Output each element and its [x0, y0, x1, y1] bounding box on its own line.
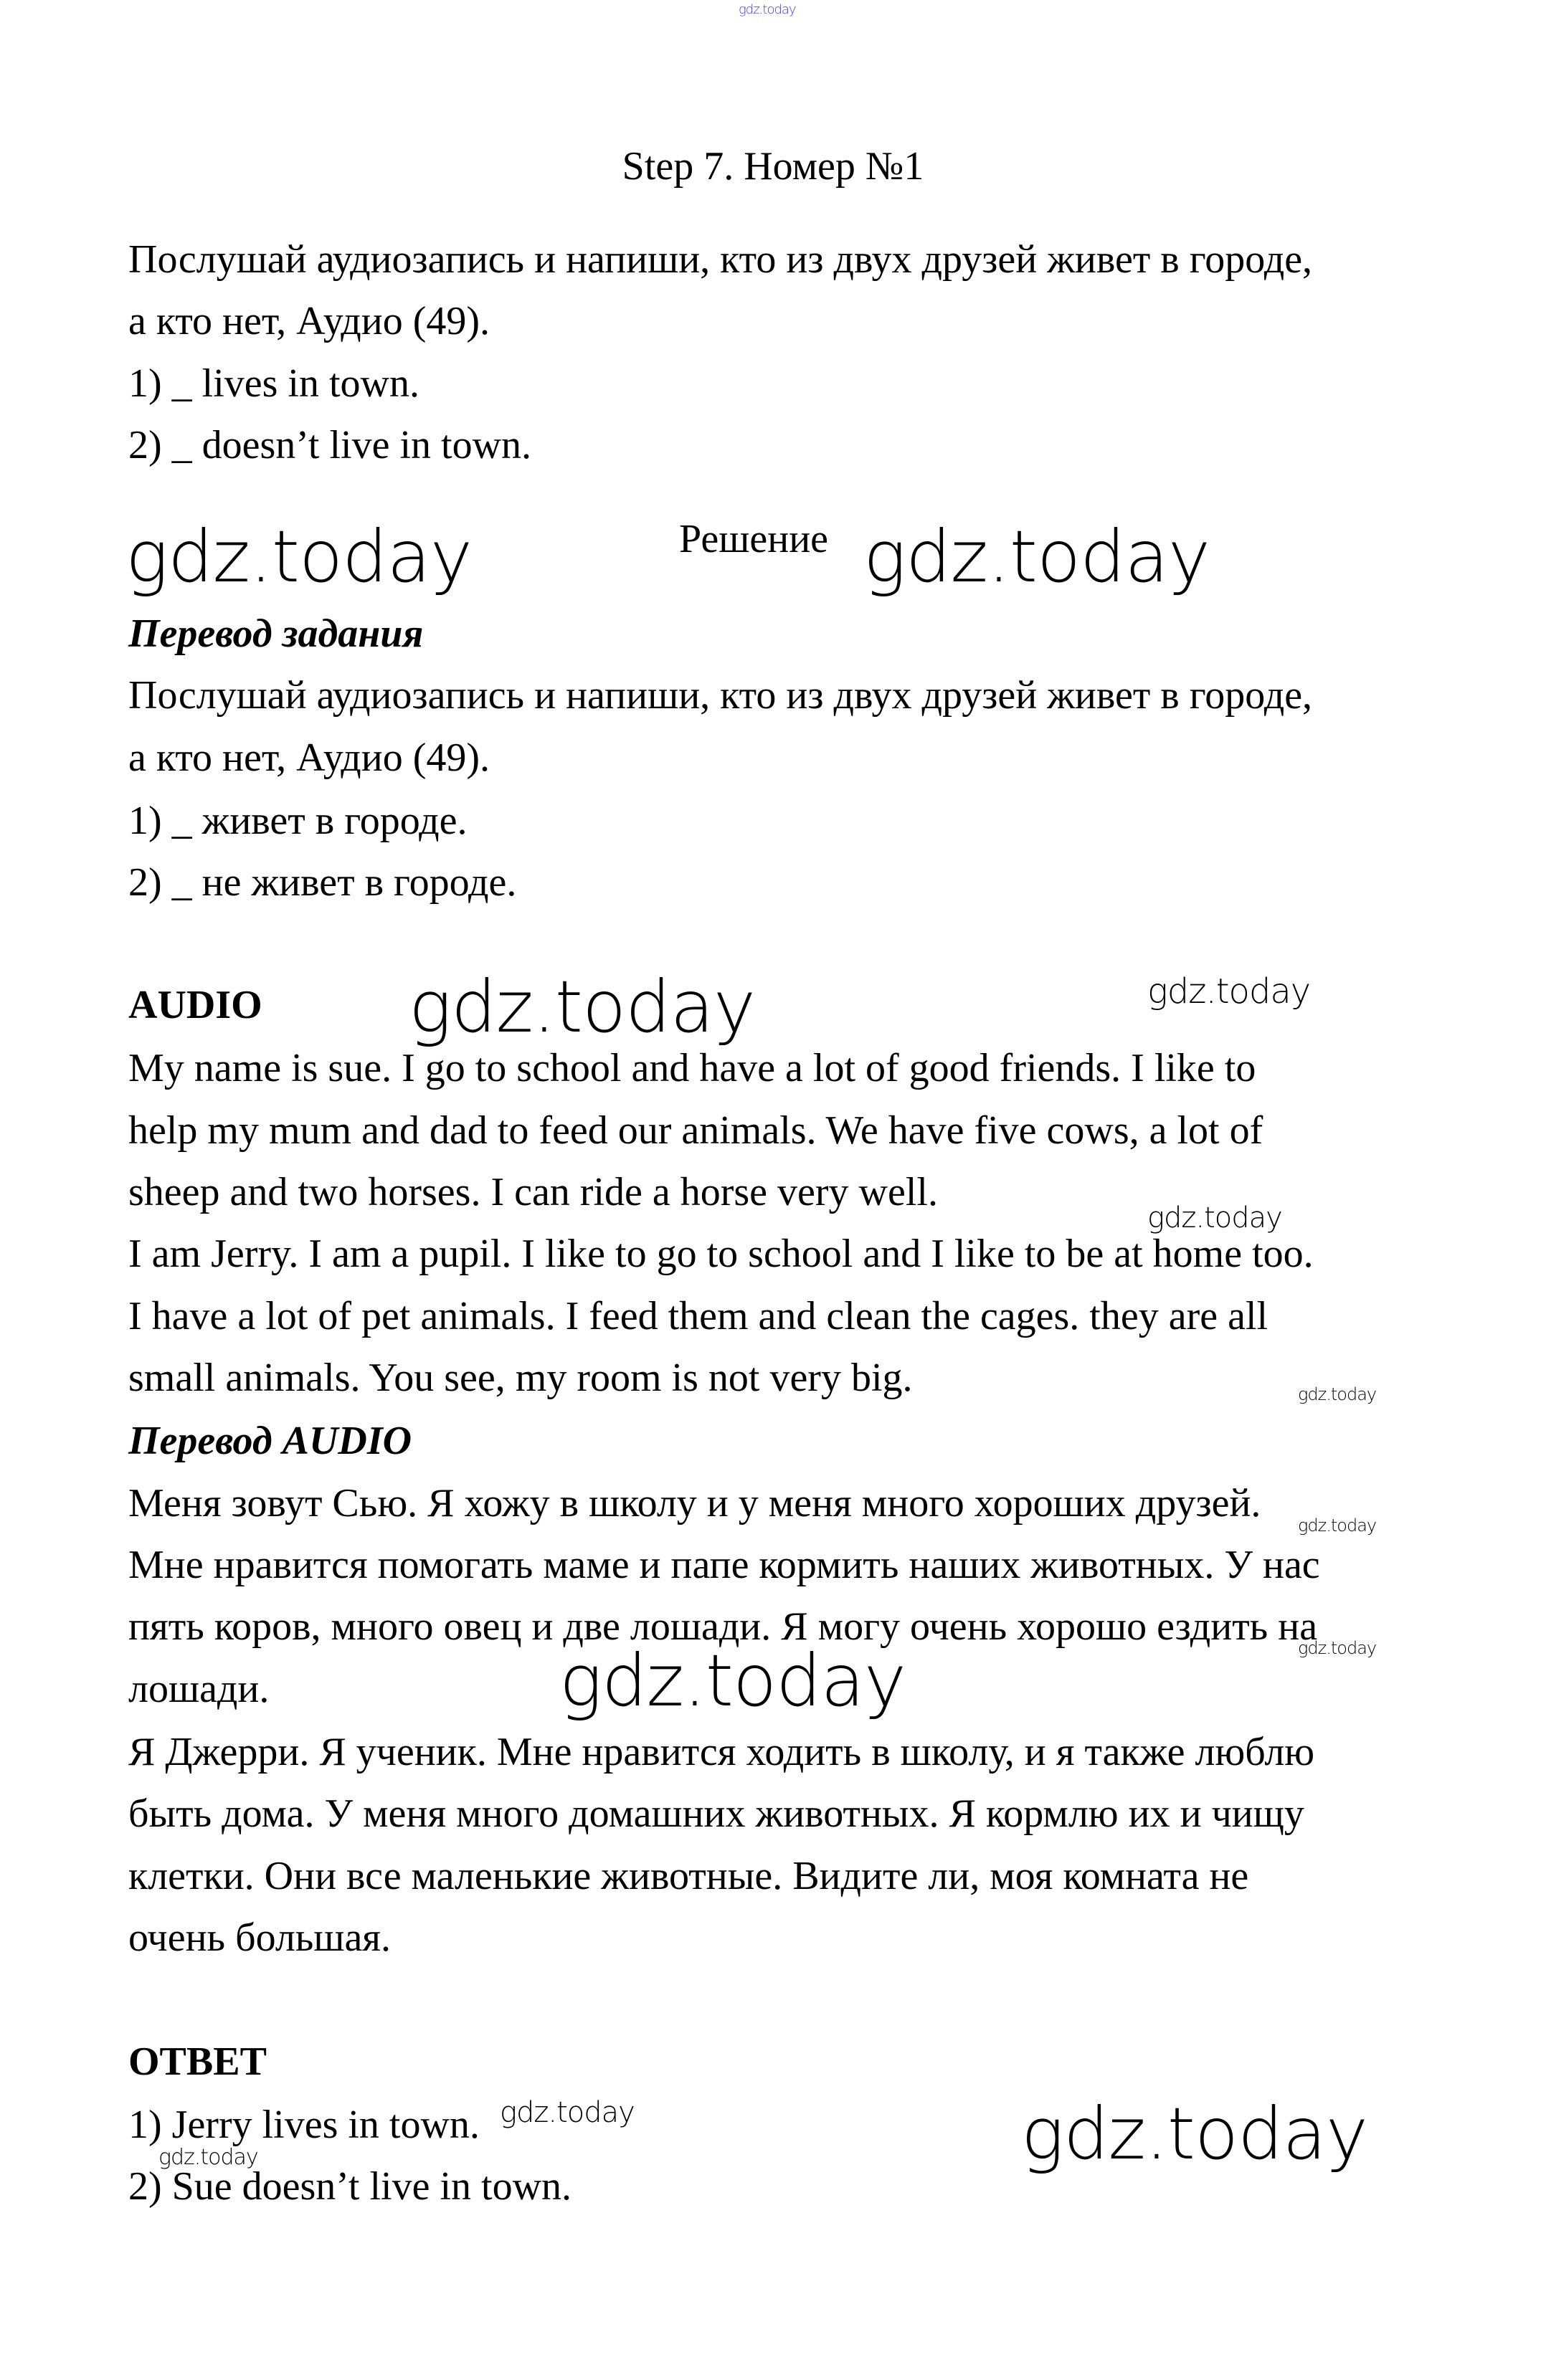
- audio-heading: AUDIO: [128, 983, 262, 1027]
- task-line: 2) _ doesn’t live in town.: [128, 423, 532, 467]
- audio-translation-line: лошади.: [128, 1667, 270, 1711]
- task-line: Послушай аудиозапись и напиши, кто из двух друзей живет в городе,: [128, 237, 1313, 282]
- audio-line: I have a lot of pet animals. I feed them and clean the cages. they are all: [128, 1294, 1268, 1338]
- solution-label: Решение: [679, 517, 829, 561]
- audio-line: I am Jerry. I am a pupil. I like to go to school and I like to be at home too.: [128, 1232, 1314, 1276]
- watermark: gdz.today: [863, 515, 1210, 599]
- watermark: gdz.today: [125, 515, 473, 599]
- watermark: gdz.today: [158, 2145, 258, 2170]
- audio-translation-line: Я Джерри. Я ученик. Мне нравится ходить в школу, и я также люблю: [128, 1730, 1315, 1774]
- watermark-top: gdz.today: [739, 2, 796, 17]
- audio-translation-line: клетки. Они все маленькие животные. Видите ли, моя комната не: [128, 1854, 1249, 1898]
- answer-line: 2) Sue doesn’t live in town.: [128, 2164, 572, 2209]
- audio-translation-line: очень большая.: [128, 1915, 392, 1960]
- translation-heading: Перевод задания: [128, 611, 424, 656]
- audio-translation-line: Меня зовут Сью. Я хожу в школу и у меня много хороших друзей.: [128, 1481, 1261, 1525]
- watermark: gdz.today: [559, 1639, 906, 1723]
- audio-translation-heading: Перевод AUDIO: [128, 1419, 412, 1463]
- audio-line: help my mum and dad to feed our animals. We have five cows, a lot of: [128, 1108, 1263, 1153]
- translation-line: Послушай аудиозапись и напиши, кто из двух друзей живет в городе,: [128, 673, 1313, 718]
- answer-line: 1) Jerry lives in town.: [128, 2103, 480, 2147]
- task-line: 1) _ lives in town.: [128, 361, 419, 406]
- watermark: gdz.today: [1147, 1201, 1282, 1234]
- watermark: gdz.today: [1298, 1384, 1377, 1404]
- audio-translation-line: Мне нравится помогать маме и папе кормить наших животных. У нас: [128, 1543, 1320, 1587]
- audio-line: sheep and two horses. I can ride a horse very well.: [128, 1170, 938, 1214]
- task-line: а кто нет, Аудио (49).: [128, 299, 490, 343]
- watermark: gdz.today: [409, 965, 756, 1049]
- translation-line: а кто нет, Аудио (49).: [128, 736, 490, 780]
- audio-line: small animals. You see, my room is not very big.: [128, 1356, 913, 1400]
- page-title: Step 7. Номер №1: [622, 144, 924, 189]
- watermark: gdz.today: [1298, 1515, 1377, 1536]
- translation-line: 2) _ не живет в городе.: [128, 860, 517, 905]
- translation-line: 1) _ живет в городе.: [128, 799, 468, 843]
- watermark: gdz.today: [500, 2096, 635, 2129]
- audio-translation-line: пять коров, много овец и две лошади. Я могу очень хорошо ездить на: [128, 1604, 1318, 1649]
- answer-heading: ОТВЕТ: [128, 2039, 267, 2084]
- audio-line: My name is sue. I go to school and have a lot of good friends. I like to: [128, 1046, 1256, 1090]
- audio-translation-line: быть дома. У меня много домашних животных. Я кормлю их и чищу: [128, 1791, 1304, 1836]
- watermark: gdz.today: [1147, 971, 1311, 1012]
- watermark: gdz.today: [1021, 2092, 1368, 2176]
- watermark: gdz.today: [1298, 1638, 1377, 1658]
